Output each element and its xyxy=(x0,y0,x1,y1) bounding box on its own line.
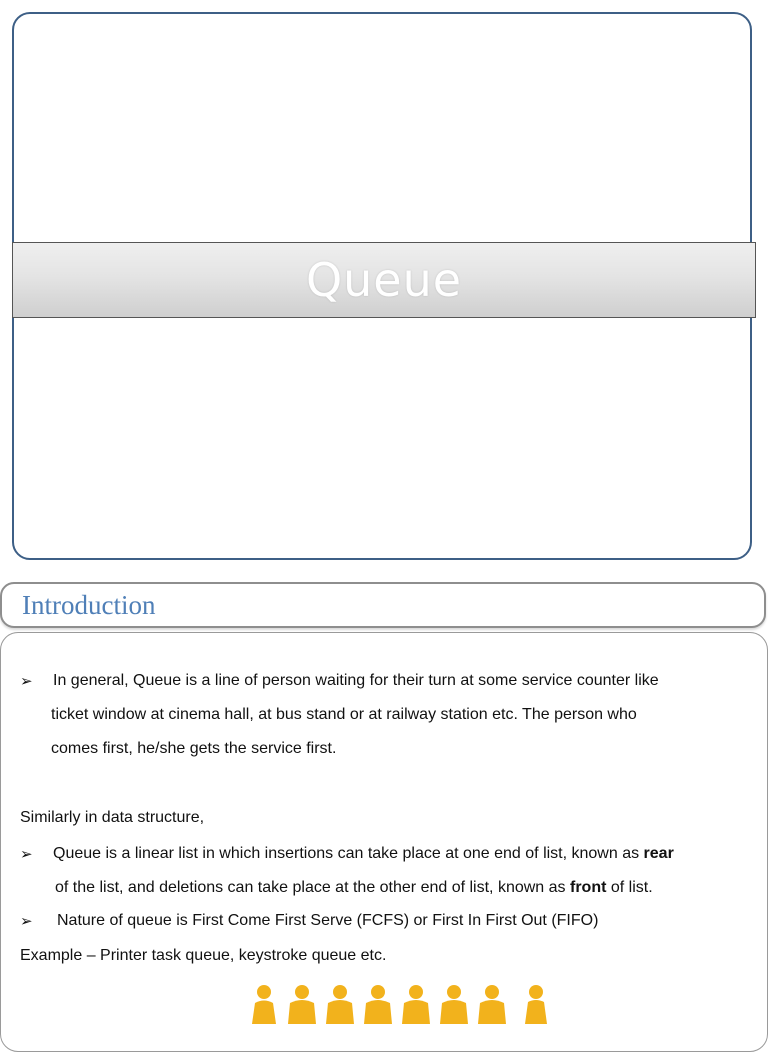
paragraph-1-line-3: comes first, he/she gets the service first. xyxy=(51,740,337,757)
front-keyword: front xyxy=(569,879,607,896)
queue-people-illustration xyxy=(246,984,556,1024)
slide-title: Queue xyxy=(305,253,463,307)
example-line: Example – Printer task queue, keystroke queue etc. xyxy=(20,947,387,964)
rear-keyword: rear xyxy=(643,845,674,862)
person-icon xyxy=(326,985,354,1024)
section-heading: Introduction xyxy=(22,590,156,620)
person-icon xyxy=(478,985,506,1024)
person-icon xyxy=(440,985,468,1024)
section-heading-bar xyxy=(0,582,766,628)
paragraph-3: Nature of queue is First Come First Serve (FCFS) or First In First Out (FIFO) xyxy=(57,912,599,929)
similarly-line: Similarly in data structure, xyxy=(20,809,205,826)
paragraph-2-line-1 xyxy=(53,845,674,863)
paragraph-1-line-2: ticket window at cinema hall, at bus stand or at railway station etc. The person who xyxy=(51,706,637,723)
paragraph-2-line-2 xyxy=(55,879,653,897)
paragraph-1-line-1: In general, Queue is a line of person waiting for their turn at some service counter like xyxy=(53,672,659,689)
person-icon xyxy=(288,985,316,1024)
bullet-arrow-icon: ➢ xyxy=(20,913,33,930)
person-icon xyxy=(402,985,430,1024)
person-icon xyxy=(525,985,547,1024)
paragraph-2-line-1-text: Queue is a linear list in which insertions can take place at one end of list, known as xyxy=(53,845,644,862)
title-band xyxy=(12,242,756,318)
paragraph-2-line-2-end: of list. xyxy=(606,879,653,896)
person-icon xyxy=(252,985,276,1024)
bullet-arrow-icon: ➢ xyxy=(20,673,33,690)
bullet-arrow-icon: ➢ xyxy=(20,846,33,863)
paragraph-2-line-2-text: of the list, and deletions can take place at the other end of list, known as xyxy=(55,879,570,896)
person-icon xyxy=(364,985,392,1024)
